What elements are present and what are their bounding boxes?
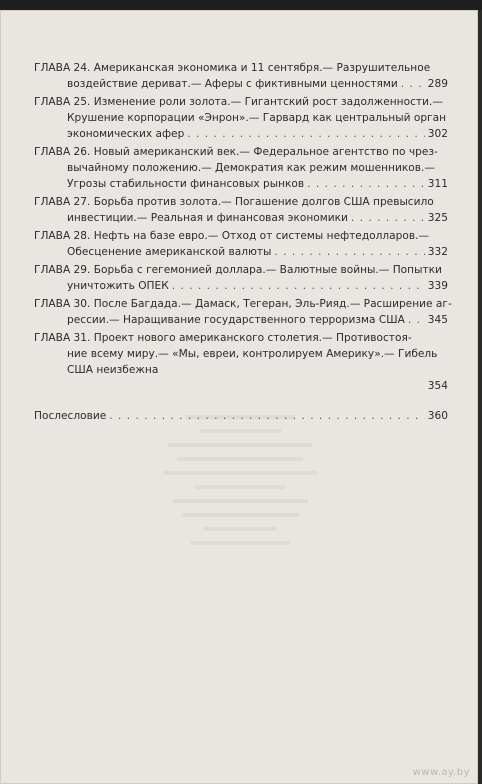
toc-page-number: 289 <box>427 78 448 90</box>
toc-line <box>34 362 448 378</box>
toc-page-number: 345 <box>427 314 448 326</box>
faint-bleed-through-imprint <box>150 405 330 665</box>
toc-line-text: ГЛАВА 25. Изменение роли золота.— Гигантский рост задолженности.— <box>34 96 443 108</box>
toc-page-number: 360 <box>427 410 448 422</box>
toc-line-text: Обесценение американской валюты <box>67 246 272 258</box>
toc-line <box>34 330 448 346</box>
toc-entry <box>34 262 448 294</box>
toc-page-number: 339 <box>427 280 448 292</box>
toc-line <box>34 312 448 328</box>
watermark: www.ay.by <box>412 767 470 778</box>
dot-leader <box>401 76 425 92</box>
toc-line-text: уничтожить ОПЕК <box>67 280 169 292</box>
toc-line <box>34 76 448 92</box>
toc-line <box>34 228 448 244</box>
table-of-contents <box>34 60 452 424</box>
toc-entry <box>34 144 448 192</box>
toc-line-text: ГЛАВА 27. Борьба против золота.— Погашение долгов США превысило <box>34 196 434 208</box>
toc-line-text: США неизбежна <box>67 364 159 376</box>
toc-line <box>34 60 448 76</box>
toc-line-text: рессии.— Наращивание государственного терроризма США <box>67 314 405 326</box>
toc-line <box>34 110 448 126</box>
toc-line-text: вычайному положению.— Демократия как режим мошенников.— <box>67 162 435 174</box>
toc-line-text: ГЛАВА 24. Американская экономика и 11 сентября.— Разрушительное <box>34 62 431 74</box>
toc-line-text: воздействие дериват.— Аферы с фиктивными ценностями <box>67 78 398 90</box>
toc-entry <box>34 94 448 142</box>
afterword-title: Послесловие <box>34 410 107 422</box>
toc-entry <box>34 60 448 92</box>
toc-line-text: ГЛАВА 28. Нефть на базе евро.— Отход от системы нефтедолларов.— <box>34 230 430 242</box>
toc-line <box>34 378 448 394</box>
dot-leader <box>187 126 424 142</box>
toc-entry <box>34 296 452 328</box>
book-page <box>0 10 478 784</box>
toc-line <box>34 194 448 210</box>
toc-line-text: экономических афер <box>67 128 185 140</box>
dot-leader <box>307 176 425 192</box>
toc-entry <box>34 228 448 260</box>
toc-line <box>34 126 448 142</box>
toc-line <box>34 160 448 176</box>
toc-line-text: Крушение корпорации «Энрон».— Гарвард как центральный орган <box>67 112 447 124</box>
toc-line-text: ние всему миру.— «Мы, евреи, контролируем Америку».— Гибель <box>67 348 438 360</box>
toc-line <box>34 262 448 278</box>
toc-page-number: 302 <box>427 128 448 140</box>
toc-line <box>34 244 448 260</box>
toc-entry <box>34 194 448 226</box>
top-dark-edge <box>0 0 482 10</box>
toc-line-text: ГЛАВА 26. Новый американский век.— Федеральное агентство по чрез- <box>34 146 438 158</box>
toc-page-number: 332 <box>427 246 448 258</box>
dot-leader <box>408 312 425 328</box>
toc-line <box>34 278 448 294</box>
toc-entry <box>34 330 448 394</box>
dot-leader <box>172 278 425 294</box>
toc-line-text: Угрозы стабильности финансовых рынков <box>67 178 305 190</box>
toc-line-text: ГЛАВА 30. После Багдада.— Дамаск, Тегеран, Эль-Рияд.— Расширение аг- <box>34 298 452 310</box>
toc-page-number: 354 <box>427 380 448 392</box>
dot-leader <box>351 210 425 226</box>
toc-page-number: 311 <box>427 178 448 190</box>
toc-page-number: 325 <box>427 212 448 224</box>
toc-line <box>34 176 448 192</box>
toc-line-text: ГЛАВА 31. Проект нового американского столетия.— Противостоя- <box>34 332 412 344</box>
toc-line <box>34 296 452 312</box>
dot-leader <box>274 244 424 260</box>
toc-line-text: ГЛАВА 29. Борьба с гегемонией доллара.— Валютные войны.— Попытки <box>34 264 442 276</box>
toc-line <box>34 210 448 226</box>
toc-line <box>34 144 448 160</box>
toc-line-text: инвестиции.— Реальная и финансовая экономики <box>67 212 348 224</box>
toc-line <box>34 346 448 362</box>
toc-line <box>34 94 448 110</box>
